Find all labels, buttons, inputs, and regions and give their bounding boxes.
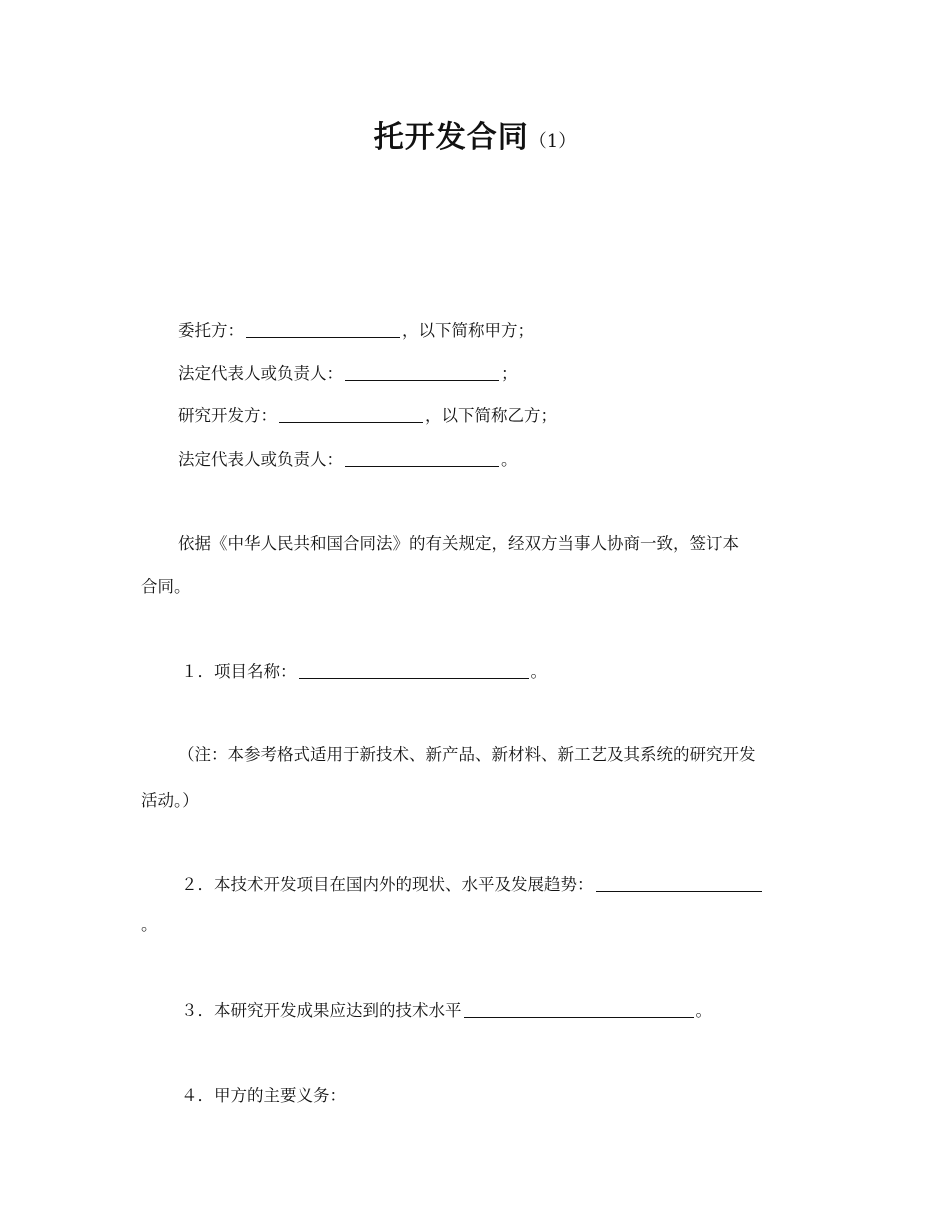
developer-rep-label: 法定代表人或负责人： <box>178 450 343 469</box>
developer-line <box>178 404 557 428</box>
client-rep-label: 法定代表人或负责人： <box>178 364 343 383</box>
clause-1 <box>181 660 547 684</box>
client-rep-suffix: ； <box>501 364 518 383</box>
preamble-line-1: 依据《中华人民共和国合同法》的有关规定，经双方当事人协商一致，签订本 <box>178 534 739 553</box>
developer-suffix: ，以下简称乙方； <box>425 406 557 425</box>
developer-blank[interactable] <box>279 406 423 423</box>
developer-rep-suffix: 。 <box>501 450 518 469</box>
client-label: 委托方： <box>178 321 244 340</box>
client-suffix: ，以下简称甲方； <box>402 321 534 340</box>
project-name-blank[interactable] <box>299 662 529 679</box>
title-sub: （1） <box>528 131 577 152</box>
clause-4 <box>181 1084 346 1108</box>
title-main: 托开发合同 <box>373 120 529 155</box>
status-trend-blank[interactable] <box>596 875 762 892</box>
tech-level-blank[interactable] <box>464 1001 694 1018</box>
note-line-1: （注：本参考格式适用于新技术、新产品、新材料、新工艺及其系统的研究开发 <box>178 745 756 764</box>
clause-3-suffix: 。 <box>695 1001 712 1020</box>
client-rep-blank[interactable] <box>345 364 499 381</box>
clause-2 <box>181 873 764 897</box>
note-line-2: 活动。） <box>141 791 199 810</box>
clause-3-label: ３．本研究开发成果应达到的技术水平 <box>181 1001 462 1020</box>
developer-rep-blank[interactable] <box>345 450 499 467</box>
client-line <box>178 319 534 343</box>
document-title <box>0 112 950 156</box>
developer-label: 研究开发方： <box>178 406 277 425</box>
clause-1-label: １．项目名称： <box>181 662 297 681</box>
clause-2-label: ２．本技术开发项目在国内外的现状、水平及发展趋势： <box>181 875 594 894</box>
clause-2-suffix: 。 <box>141 915 158 934</box>
clause-4-label: ４．甲方的主要义务： <box>181 1086 346 1105</box>
client-rep-line <box>178 362 518 386</box>
preamble-line-2: 合同。 <box>141 577 191 596</box>
clause-3 <box>181 999 712 1023</box>
developer-rep-line <box>178 448 518 472</box>
client-blank[interactable] <box>246 321 400 338</box>
clause-1-suffix: 。 <box>530 662 547 681</box>
